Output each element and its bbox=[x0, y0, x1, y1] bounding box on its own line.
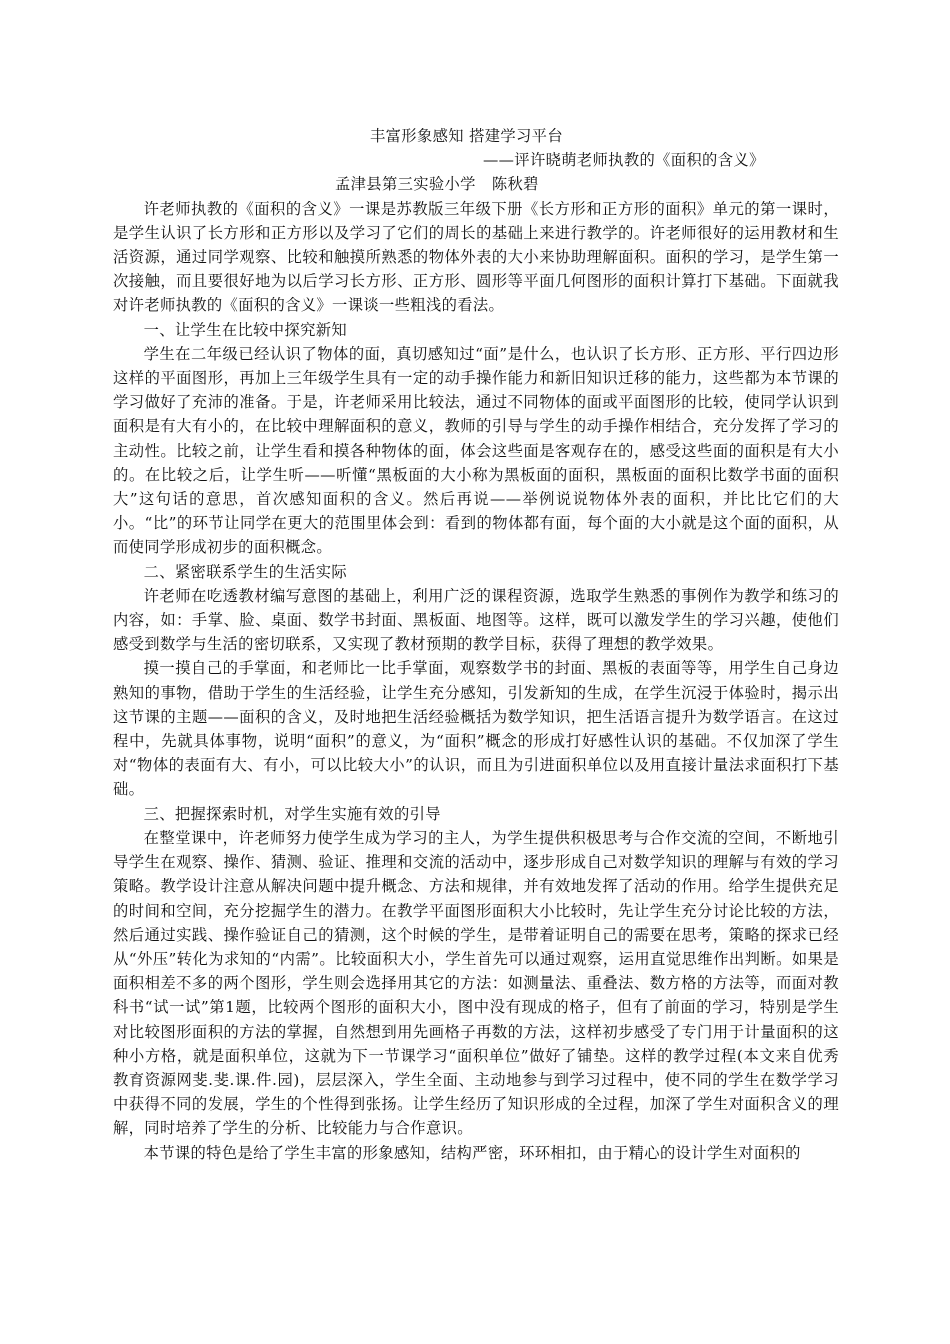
document-title: 丰富形象感知 搭建学习平台 bbox=[370, 127, 563, 145]
section-heading-1: 一、让学生在比较中探究新知 bbox=[143, 320, 348, 339]
section-heading-3: 三、把握探索时机，对学生实施有效的引导 bbox=[143, 804, 441, 823]
body-paragraph: 许老师在吃透教材编写意图的基础上，利用广泛的课程资源，选取学生熟悉的事例作为教学和练习的内容，如：手掌、脸、桌面、数学书封面、黑板面、地图等。这样，既可以激发学生的学习兴趣，使他们感受到数学与生活的密切联系，又实现了教材预期的教学目标，获得了理想的教学效果。 bbox=[113, 586, 839, 654]
body-paragraph: 学生在二年级已经认识了物体的面，真切感知过“面”是什么，也认识了长方形、正方形、平行四边形这样的平面图形，再加上三年级学生具有一定的动手操作能力和新旧知识迁移的能力，这些都为本节课的学习做好了充沛的准备。于是，许老师采用比较法，通过不同物体的面或平面图形的比较，使同学认识到面积是有大有小的，在比较中理解面积的意义，教师的引导与学生的动手操作相结合，充分发挥了学习的主动性。比较之前，让学生看和摸各种物体的面，体会这些面是客观存在的，感受这些面的面积是有大小的。在比较之后，让学生听——听懂“黑板面的大小称为黑板面的面积，黑板面的面积比数学书面的面积大”这句话的意思，首次感知面积的含义。然后再说——举例说说物体外表的面积，并比比它们的大小。“比”的环节让同学在更大的范围里体会到：看到的物体都有面，每个面的大小就是这个面的面积，从而使同学形成初步的面积概念。 bbox=[113, 344, 839, 557]
body-paragraph: 在整堂课中，许老师努力使学生成为学习的主人，为学生提供积极思考与合作交流的空间，不断地引导学生在观察、操作、猜测、验证、推理和交流的活动中，逐步形成自己对数学知识的理解与有效的学习策略。教学设计注意从解决问题中提升概念、方法和规律，并有效地发挥了活动的作用。给学生提供充足的时间和空间，充分挖掘学生的潜力。在教学平面图形面积大小比较时，先让学生充分讨论比较的方法，然后通过实践、操作验证自己的猜测，这个时候的学生，是带着证明自己的需要在思考，策略的探求已经从“外压”转化为求知的“内需”。比较面积大小，学生首先可以通过观察，运用直觉思维作出判断。如果是面积相差不多的两个图形，学生则会选择用其它的方法：如测量法、重叠法、数方格的方法等，而面对教科书“试一试”第1题，比较两个图形的面积大小，图中没有现成的格子，但有了前面的学习，特别是学生对比较图形面积的方法的掌握，自然想到用先画格子再数的方法，这样初步感受了专门用于计量面积的这种小方格，就是面积单位，这就为下一节课学习“面积单位”做好了铺垫。这样的教学过程(本文来自优秀教育资源网斐.斐.课.件.园)，层层深入，学生全面、主动地参与到学习过程中，使不同的学生在数学学习中获得不同的发展，学生的个性得到张扬。让学生经历了知识形成的全过程，加深了学生对面积含义的理解，同时培养了学生的分析、比较能力与合作意识。 bbox=[113, 828, 839, 1138]
body-paragraph: 摸一摸自己的手掌面，和老师比一比手掌面，观察数学书的封面、黑板的表面等等，用学生自己身边熟知的事物，借助于学生的生活经验，让学生充分感知，引发新知的生成，在学生沉浸于体验时，揭示出这节课的主题——面积的含义，及时地把生活经验概括为数学知识，把生活语言提升为数学语言。在这过程中，先就具体事物，说明“面积”的意义，为“面积”概念的形成打好感性认识的基础。不仅加深了学生对“物体的表面有大、有小，可以比较大小”的认识，而且为引进面积单位以及用直接计量法求面积打下基础。 bbox=[113, 659, 839, 799]
author-name: 陈秋碧 bbox=[491, 175, 539, 194]
document-subtitle: ——评许晓萌老师执教的《面积的含义》 bbox=[483, 151, 765, 170]
author-school: 孟津县第三实验小学 bbox=[335, 175, 476, 194]
author-line bbox=[113, 172, 839, 196]
document-page bbox=[113, 124, 839, 1165]
intro-paragraph: 许老师执教的《面积的含义》一课是苏教版三年级下册《长方形和正方形的面积》单元的第一课时，是学生认识了长方形和正方形以及学习了它们的周长的基础上来进行教学的。许老师很好的运用教材和生活资源，通过同学观察、比较和触摸所熟悉的物体外表的大小来协助理解面积。面积的学习，是学生第一次接触，而且要很好地为以后学习长方形、正方形、圆形等平面几何图形的面积计算打下基础。下面就我对许老师执教的《面积的含义》一课谈一些粗浅的看法。 bbox=[113, 199, 839, 315]
closing-paragraph: 本节课的特色是给了学生丰富的形象感知，结构严密，环环相扣，由于精心的设计学生对面积的 bbox=[143, 1143, 801, 1162]
section-heading-2: 二、紧密联系学生的生活实际 bbox=[143, 562, 348, 581]
